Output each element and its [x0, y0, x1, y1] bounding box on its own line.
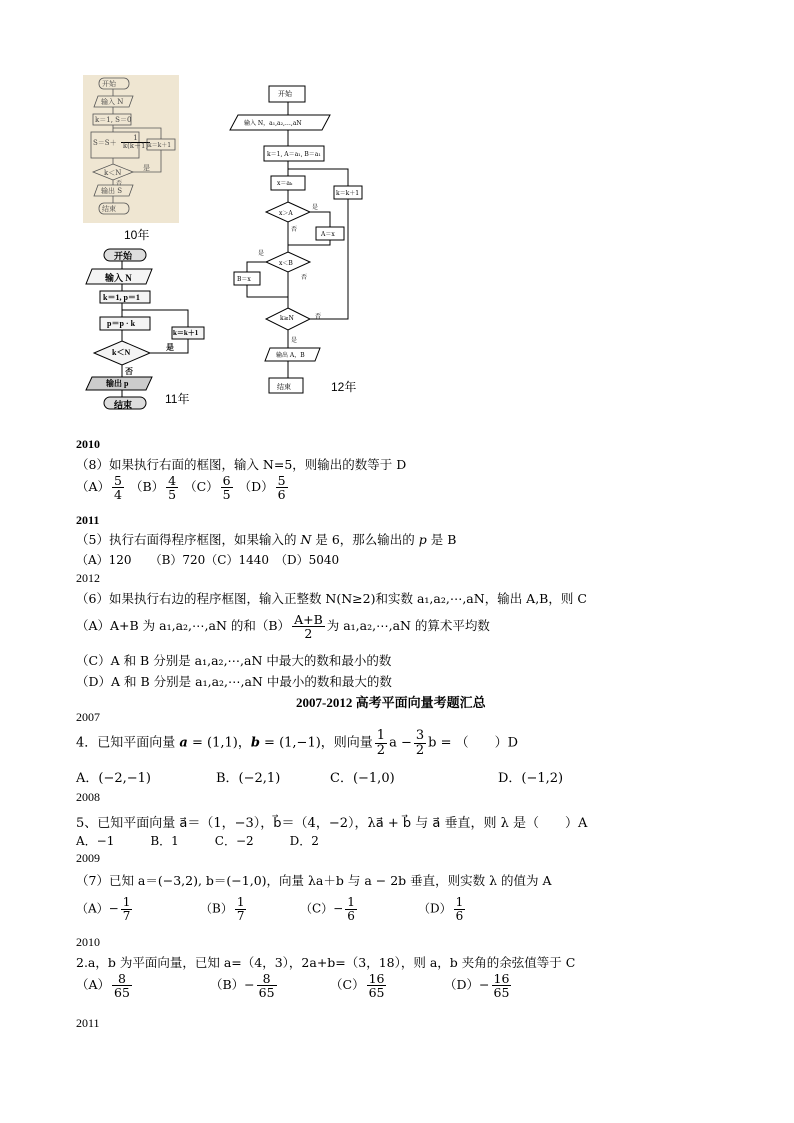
frac-den: 7: [236, 908, 245, 923]
q2011-pre: （5）执行右面得程序框图，如果输入的: [76, 532, 301, 547]
fc11-yes: 是: [166, 343, 174, 352]
fc10-start: 开始: [102, 80, 116, 88]
frac-den: 6: [347, 908, 355, 923]
q2010-frac-c: [221, 474, 233, 501]
fc11-inc: k＝k＋1: [173, 329, 199, 337]
frac-num: 8: [257, 972, 277, 986]
frac-num: 16: [368, 971, 385, 986]
fc12-cond3: k≥N: [280, 315, 294, 322]
v2007-vec-b: b: [250, 735, 260, 751]
v2010-c-label: （C）: [330, 977, 365, 993]
q2011-mid: 是 6，那么输出的: [311, 532, 419, 547]
frac-den: 65: [114, 985, 130, 1001]
q2010-opt-b: （B）: [129, 479, 165, 495]
fc11-cond: k＜N: [112, 348, 131, 357]
v2009-opt-c: [300, 896, 359, 922]
fc12-yes3: 是: [291, 337, 298, 344]
fc10-cond: k＜N: [104, 169, 122, 177]
v2010-opt-b: [210, 972, 279, 999]
v2009-opt-b: [200, 896, 248, 922]
q2012-frac-b: [292, 613, 325, 640]
fc11-caption: 11年: [165, 392, 190, 406]
q2011-stem: [76, 530, 456, 548]
q2010-frac-b: [166, 474, 178, 501]
v2009-frac-b: [235, 896, 247, 922]
v2008-stem: 5、已知平面向量 a⃗＝（1，−3），b⃗＝（4，−2），λa⃗ + b⃗ 与 a⃗ 垂直，则 λ 是（ ）A: [76, 816, 588, 831]
v2009-frac-c: [345, 896, 357, 922]
frac-num: 1: [347, 895, 355, 909]
v2010-d-label: （D）−: [444, 977, 490, 993]
frac-den: 2: [415, 742, 425, 758]
v2010-opt-d: [444, 972, 513, 999]
v2010-frac-a: [112, 972, 132, 999]
fc11-output: 输出 p: [106, 379, 129, 388]
frac-den: 2: [376, 742, 386, 758]
q2012-opt-b-post: 为 a₁,a₂,⋯,aN 的算术平均数: [326, 618, 490, 634]
v2010-stem: 2.a，b 为平面向量，已知 a=（4，3），2a+b=（3，18），则 a，b 夹角的余弦值等于 C: [76, 955, 576, 970]
q2011-options: （A）120 （B）720（C）1440 （D）5040: [76, 553, 340, 567]
frac-den: 2: [304, 626, 313, 642]
frac-num: A+B: [294, 612, 323, 627]
v2009-b-label: （B）: [200, 901, 233, 916]
fc12-yes1: 是: [312, 204, 319, 211]
v2009-d-label: （D）: [418, 901, 452, 916]
year-2010-vec: 2010: [76, 935, 100, 949]
v2007-frac-1: [375, 729, 387, 757]
year-2009: 2009: [76, 851, 100, 865]
fc12-no3: 否: [315, 313, 322, 320]
fc12-set-b: B＝x: [237, 276, 251, 283]
fc12-no2: 否: [301, 274, 308, 281]
fc12-no1: 否: [291, 226, 298, 233]
v2007-b-val: = (1,−1)，则向量: [259, 735, 373, 751]
fc10-init: k＝1, S＝0: [95, 116, 132, 124]
frac-num: 3: [415, 728, 425, 743]
fc11-start: 开始: [114, 251, 133, 261]
v2009-stem: （7）已知 a＝(−3,2), b＝(−1,0)，向量 λa＋b 与 a − 2b 垂直，则实数 λ 的值为 A: [76, 873, 552, 888]
frac-den: 65: [368, 985, 385, 1001]
fc11-input: 输入 N: [105, 273, 132, 283]
fc12-set-a: A＝x: [321, 231, 335, 238]
fc10-end: 结束: [102, 205, 116, 213]
v2007-mid: a −: [389, 735, 412, 751]
q2010-stem: （8）如果执行右面的框图，输入 N=5，则输出的数等于 D: [76, 457, 407, 472]
fc12-end: 结束: [277, 383, 291, 391]
fc10-no: 否: [116, 180, 123, 187]
frac-den: 65: [493, 985, 510, 1001]
q2010-opt-d: （D）: [238, 479, 274, 495]
q2010-opt-a: （A）: [76, 479, 111, 495]
fc12-output: 输出 A，B: [276, 352, 305, 359]
q2012-stem: （6）如果执行右边的程序框图，输入正整数 N(N≥2)和实数 a₁,a₂,⋯,aN，输出 A,B，则 C: [76, 591, 587, 606]
v2009-opt-d: [418, 896, 467, 922]
fc11-end: 结束: [114, 400, 133, 410]
q2011-post: 是 B: [426, 532, 457, 547]
q2012-opt-d: （D）A 和 B 分别是 a₁,a₂,⋯,aN 中最小的数和最大的数: [76, 674, 392, 689]
fc12-cond1: x＞A: [279, 210, 293, 217]
q2012-opt-ab: [76, 613, 490, 640]
year-2011: 2011: [76, 513, 100, 527]
fc10-update-lhs: S＝S＋: [93, 138, 117, 147]
q2011-n: N: [300, 532, 312, 547]
year-2010: 2010: [76, 437, 100, 451]
v2010-frac-d: [492, 972, 512, 999]
v2009-c-label: （C）−: [300, 901, 344, 916]
fc10-den: k(k＋1): [122, 142, 149, 151]
fc12-init: k＝1, A＝a₁, B＝a₁: [267, 151, 321, 158]
frac-den: 4: [114, 487, 122, 503]
fc11-init: k＝1, p＝1: [103, 293, 140, 302]
year-2007: 2007: [76, 710, 100, 724]
year-2011-vec: 2011: [76, 1016, 100, 1030]
frac-num: 16: [493, 971, 510, 986]
frac-den: 7: [122, 908, 131, 923]
v2007-stem: [76, 729, 518, 757]
fc10-update: [93, 135, 152, 151]
q2012-opt-a: （A）A+B 为 a₁,a₂,⋯,aN 的和（B）: [76, 618, 291, 634]
fc11-update: p＝p · k: [107, 319, 136, 328]
q2012-opt-c: （C）A 和 B 分别是 a₁,a₂,⋯,aN 中最大的数和最小的数: [76, 653, 392, 668]
fc12-inc: k＝k＋1: [336, 190, 360, 197]
v2007-frac-2: [414, 729, 426, 757]
frac-den: 5: [222, 487, 231, 503]
v2009-a-label: （A）−: [76, 901, 119, 916]
flowchart-2011: [80, 247, 205, 412]
fc10-yes: 是: [143, 164, 150, 172]
v2007-vec-a: a: [179, 735, 188, 751]
flowchart-2010: [83, 75, 179, 223]
v2010-opt-a: [76, 972, 134, 999]
v2007-a-val: = (1,1)，: [187, 735, 251, 751]
fc10-output: 输出 S: [101, 187, 123, 195]
fc12-start: 开始: [278, 90, 292, 98]
fc10-num: 1: [121, 135, 150, 143]
v2010-a-label: （A）: [76, 977, 111, 993]
frac-num: 1: [122, 895, 131, 909]
fc10-update-frac: [121, 135, 150, 151]
v2007-opt-a: A．(−2,−1): [76, 771, 151, 786]
frac-num: 1: [455, 895, 464, 909]
fc12-yes2: 是: [258, 250, 265, 257]
v2010-frac-c: [367, 972, 387, 999]
fc12-caption: 12年: [331, 380, 357, 394]
flowchart-2012: [222, 82, 382, 400]
frac-num: 6: [222, 473, 231, 488]
frac-num: 5: [277, 473, 286, 488]
fc11-no: 否: [125, 367, 133, 376]
v2007-opt-b: B．(−2,1): [216, 771, 281, 786]
q2010-opt-c: （C）: [184, 479, 219, 495]
frac-num: 4: [168, 473, 177, 488]
frac-num: 5: [114, 473, 122, 488]
frac-den: 6: [277, 487, 286, 503]
fc10-caption: 10年: [124, 228, 150, 242]
q2010-options: [76, 474, 290, 501]
fc10-input: 输入 N: [101, 98, 124, 106]
v2007-pre: 4．已知平面向量: [76, 735, 180, 751]
v2010-b-label: （B）−: [210, 977, 255, 993]
frac-den: 5: [168, 487, 177, 503]
year-2012: 2012: [76, 571, 100, 585]
year-2008: 2008: [76, 790, 100, 804]
frac-den: 65: [258, 985, 275, 1001]
v2009-frac-a: [121, 896, 133, 922]
fc12-assign: x＝aₖ: [277, 180, 293, 187]
fc12-input: 输入 N，a₁,a₂,…,aN: [244, 120, 302, 127]
frac-den: 6: [455, 908, 464, 923]
section-title: 2007-2012 高考平面向量考题汇总: [296, 695, 486, 710]
fc12-cond2: x＜B: [279, 260, 293, 267]
v2007-tail: b = （ ）D: [428, 735, 519, 751]
v2008-options: A．−1 B．1 C．−2 D．2: [76, 834, 319, 848]
v2009-frac-d: [454, 896, 466, 922]
frac-num: 8: [112, 972, 132, 986]
v2007-opt-d: D．(−1,2): [498, 771, 564, 786]
v2007-opt-c: C．(−1,0): [330, 771, 395, 786]
v2010-opt-c: [330, 972, 388, 999]
q2010-frac-d: [276, 474, 288, 501]
frac-num: 1: [236, 895, 245, 909]
fc10-inc: k＝k＋1: [148, 142, 172, 149]
v2009-opt-a: [76, 896, 134, 922]
frac-num: 1: [376, 728, 386, 743]
v2010-frac-b: [257, 972, 277, 999]
q2010-frac-a: [112, 474, 124, 501]
q2011-p: p: [418, 532, 427, 547]
